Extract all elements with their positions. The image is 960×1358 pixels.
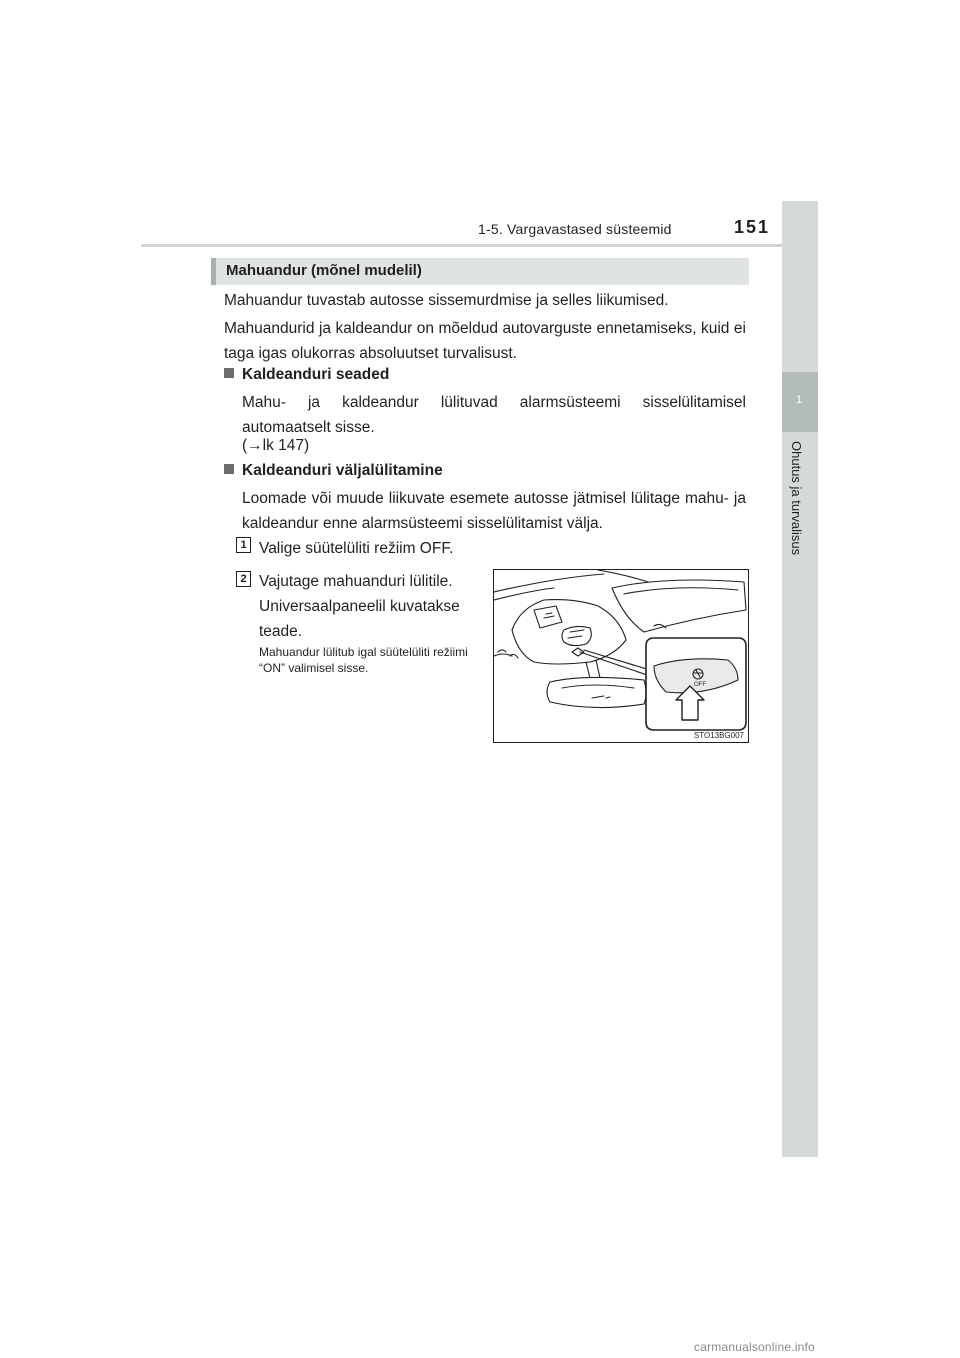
square-bullet-icon bbox=[224, 368, 234, 378]
step-note: Mahuandur lülitub igal süütelüliti režiimi “ON” valimisel sisse. bbox=[259, 645, 468, 675]
step-text: Vajutage mahuanduri lülitile. Universaalpaneelil kuvatakse teade. bbox=[259, 573, 460, 640]
section-heading-bar bbox=[211, 258, 749, 285]
off-button-label: OFF bbox=[694, 682, 706, 688]
reference-open-paren: ( bbox=[242, 437, 248, 454]
step-number-box: 2 bbox=[236, 571, 251, 587]
header-section-title: 1-5. Vargavastased süsteemid bbox=[478, 221, 672, 237]
subheading-label: Kaldeanduri seaded bbox=[242, 366, 390, 383]
chapter-number: 1 bbox=[796, 394, 803, 406]
square-bullet-icon bbox=[224, 464, 234, 474]
chapter-number-tab bbox=[782, 372, 818, 432]
page-number: 151 bbox=[734, 217, 771, 237]
intrusion-sensor-illustration bbox=[493, 569, 749, 743]
chapter-title-container bbox=[789, 441, 811, 571]
subheading-tilt-settings bbox=[224, 366, 389, 384]
figure-code: STO13BG007 bbox=[693, 731, 744, 740]
step-number-box: 1 bbox=[236, 537, 251, 553]
chapter-title: Ohutus ja turvalisus bbox=[789, 441, 804, 556]
page-reference bbox=[242, 433, 746, 458]
reference-page-link[interactable]: lk 147) bbox=[262, 437, 310, 454]
overhead-console-drawing bbox=[494, 570, 749, 743]
section-heading-title: Mahuandur (mõnel mudelil) bbox=[226, 262, 422, 279]
tilt-settings-paragraph: Mahu- ja kaldeandur lülituvad alarmsüsteemi sisselülitamisel automaatselt sisse. bbox=[242, 394, 746, 436]
chapter-side-tab bbox=[782, 201, 818, 1157]
watermark: carmanualsonline.info bbox=[694, 1340, 815, 1354]
step-text: Valige süütelüliti režiim OFF. bbox=[259, 540, 454, 557]
intro-paragraph: Mahuandur tuvastab autosse sissemurdmise ja selles liikumised. bbox=[224, 292, 669, 309]
header-divider bbox=[141, 244, 818, 247]
tilt-disable-paragraph: Loomade või muude liikuvate esemete autosse jätmisel lülitage mahu- ja kaldeandur enne alarmsüsteemi sisselülitamist välja. bbox=[242, 490, 746, 532]
section-heading-accent bbox=[211, 258, 216, 285]
subheading-tilt-disable bbox=[224, 462, 443, 480]
subheading-label: Kaldeanduri väljalülitamine bbox=[242, 462, 443, 479]
arrow-right-icon: → bbox=[247, 437, 263, 454]
disclaimer-paragraph: Mahuandurid ja kaldeandur on mõeldud autovarguste ennetamiseks, kuid ei taga igas olukorras absoluutset turvalisust. bbox=[224, 320, 746, 362]
